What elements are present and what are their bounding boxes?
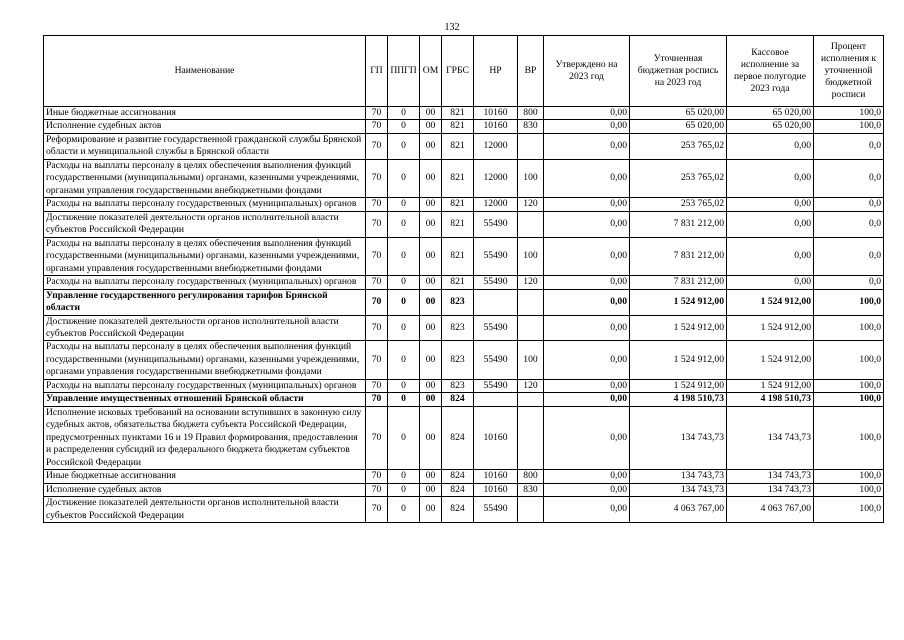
row-ppgp: 0 <box>388 483 420 496</box>
table-row <box>44 276 884 289</box>
row-nr: 55490 <box>474 315 518 341</box>
row-ppgp: 0 <box>388 341 420 379</box>
row-om: 00 <box>420 198 442 211</box>
table-row <box>44 470 884 483</box>
row-vr <box>518 289 544 315</box>
row-percent: 100,0 <box>814 341 884 379</box>
row-gp: 70 <box>366 211 388 237</box>
row-name: Иные бюджетные ассигнования <box>44 470 366 483</box>
header-gp: ГП <box>366 36 388 107</box>
row-nr: 12000 <box>474 198 518 211</box>
table-row <box>44 379 884 392</box>
row-om: 00 <box>420 159 442 197</box>
row-nr: 55490 <box>474 237 518 275</box>
row-vr: 120 <box>518 198 544 211</box>
row-gp: 70 <box>366 120 388 133</box>
header-refined: Уточненная бюджетная роспись на 2023 год <box>630 36 727 107</box>
row-gp: 70 <box>366 107 388 120</box>
row-name: Достижение показателей деятельности органов исполнительной власти субъектов Российской Федерации <box>44 497 366 523</box>
row-gp: 70 <box>366 276 388 289</box>
header-approved: Утверждено на 2023 год <box>544 36 630 107</box>
header-nr: НР <box>474 36 518 107</box>
header-ppgp: ППГП <box>388 36 420 107</box>
row-percent: 100,0 <box>814 497 884 523</box>
row-approved: 0,00 <box>544 341 630 379</box>
row-refined: 134 743,73 <box>630 406 727 469</box>
row-om: 00 <box>420 276 442 289</box>
row-refined: 134 743,73 <box>630 470 727 483</box>
row-nr: 55490 <box>474 497 518 523</box>
row-cash: 65 020,00 <box>727 120 814 133</box>
row-approved: 0,00 <box>544 107 630 120</box>
table-row <box>44 315 884 341</box>
row-name: Управление имущественных отношений Брянской области <box>44 393 366 406</box>
row-name: Управление государственного регулирования тарифов Брянской области <box>44 289 366 315</box>
row-percent: 0,0 <box>814 211 884 237</box>
row-grbs: 821 <box>442 120 474 133</box>
row-ppgp: 0 <box>388 107 420 120</box>
row-grbs: 824 <box>442 393 474 406</box>
row-grbs: 824 <box>442 470 474 483</box>
row-om: 00 <box>420 483 442 496</box>
row-om: 00 <box>420 107 442 120</box>
row-nr: 55490 <box>474 341 518 379</box>
row-grbs: 823 <box>442 379 474 392</box>
row-ppgp: 0 <box>388 393 420 406</box>
row-name: Исполнение судебных актов <box>44 120 366 133</box>
row-grbs: 821 <box>442 198 474 211</box>
row-percent: 0,0 <box>814 237 884 275</box>
row-gp: 70 <box>366 379 388 392</box>
row-ppgp: 0 <box>388 289 420 315</box>
row-percent: 0,0 <box>814 133 884 159</box>
row-gp: 70 <box>366 198 388 211</box>
row-grbs: 821 <box>442 237 474 275</box>
row-nr: 10160 <box>474 470 518 483</box>
row-vr: 100 <box>518 159 544 197</box>
row-ppgp: 0 <box>388 133 420 159</box>
table-row <box>44 107 884 120</box>
row-om: 00 <box>420 120 442 133</box>
row-cash: 1 524 912,00 <box>727 315 814 341</box>
row-grbs: 823 <box>442 315 474 341</box>
row-approved: 0,00 <box>544 406 630 469</box>
row-cash: 134 743,73 <box>727 406 814 469</box>
header-cash: Кассовое исполнение за первое полугодие 2023 года <box>727 36 814 107</box>
row-cash: 65 020,00 <box>727 107 814 120</box>
row-ppgp: 0 <box>388 237 420 275</box>
row-vr: 120 <box>518 276 544 289</box>
row-grbs: 821 <box>442 133 474 159</box>
row-nr: 10160 <box>474 483 518 496</box>
row-gp: 70 <box>366 483 388 496</box>
row-ppgp: 0 <box>388 379 420 392</box>
row-refined: 4 063 767,00 <box>630 497 727 523</box>
row-cash: 4 198 510,73 <box>727 393 814 406</box>
row-name: Достижение показателей деятельности органов исполнительной власти субъектов Российской Федерации <box>44 315 366 341</box>
row-nr <box>474 393 518 406</box>
row-refined: 1 524 912,00 <box>630 379 727 392</box>
row-cash: 0,00 <box>727 237 814 275</box>
header-name: Наименование <box>44 36 366 107</box>
table-row <box>44 198 884 211</box>
row-approved: 0,00 <box>544 133 630 159</box>
table-row <box>44 341 884 379</box>
row-grbs: 824 <box>442 483 474 496</box>
row-name: Расходы на выплаты персоналу государственных (муниципальных) органов <box>44 379 366 392</box>
row-om: 00 <box>420 379 442 392</box>
row-approved: 0,00 <box>544 120 630 133</box>
row-vr: 100 <box>518 341 544 379</box>
row-percent: 100,0 <box>814 483 884 496</box>
row-percent: 0,0 <box>814 198 884 211</box>
row-approved: 0,00 <box>544 379 630 392</box>
row-percent: 100,0 <box>814 379 884 392</box>
row-vr: 830 <box>518 483 544 496</box>
row-om: 00 <box>420 393 442 406</box>
row-percent: 0,0 <box>814 276 884 289</box>
row-name: Исполнение исковых требований на основании вступивших в законную силу судебных актов, обязательства бюджета субъекта Российской Федерации, предусмотренных пунктами 16 и 19 Правил формирования, предоставления и распределения субсидий из федерального бюджета бюджетам субъектов Российской Федерации <box>44 406 366 469</box>
row-approved: 0,00 <box>544 315 630 341</box>
table-row <box>44 393 884 406</box>
row-nr: 12000 <box>474 133 518 159</box>
row-om: 00 <box>420 133 442 159</box>
row-refined: 253 765,02 <box>630 198 727 211</box>
row-grbs: 824 <box>442 406 474 469</box>
row-ppgp: 0 <box>388 211 420 237</box>
row-ppgp: 0 <box>388 497 420 523</box>
row-approved: 0,00 <box>544 483 630 496</box>
row-refined: 7 831 212,00 <box>630 276 727 289</box>
row-refined: 134 743,73 <box>630 483 727 496</box>
row-cash: 1 524 912,00 <box>727 341 814 379</box>
row-vr: 830 <box>518 120 544 133</box>
row-name: Реформирование и развитие государственной гражданской службы Брянской области и муниципальной службы в Брянской области <box>44 133 366 159</box>
row-approved: 0,00 <box>544 211 630 237</box>
row-gp: 70 <box>366 315 388 341</box>
row-nr: 55490 <box>474 379 518 392</box>
table-row <box>44 237 884 275</box>
row-vr <box>518 315 544 341</box>
row-percent: 100,0 <box>814 107 884 120</box>
row-approved: 0,00 <box>544 159 630 197</box>
row-grbs: 821 <box>442 276 474 289</box>
row-name: Расходы на выплаты персоналу в целях обеспечения выполнения функций государственными (муниципальными) органами, казенными учреждениями, органами управления государственными внебюджетными фондами <box>44 341 366 379</box>
header-row <box>44 36 884 107</box>
row-om: 00 <box>420 211 442 237</box>
row-ppgp: 0 <box>388 276 420 289</box>
row-refined: 7 831 212,00 <box>630 211 727 237</box>
table-row <box>44 483 884 496</box>
row-ppgp: 0 <box>388 406 420 469</box>
row-grbs: 821 <box>442 211 474 237</box>
row-percent: 100,0 <box>814 315 884 341</box>
row-ppgp: 0 <box>388 120 420 133</box>
row-approved: 0,00 <box>544 276 630 289</box>
row-nr: 10160 <box>474 107 518 120</box>
row-om: 00 <box>420 406 442 469</box>
row-nr: 10160 <box>474 406 518 469</box>
row-vr: 120 <box>518 379 544 392</box>
table-row <box>44 211 884 237</box>
table-row <box>44 289 884 315</box>
row-name: Расходы на выплаты персоналу государственных (муниципальных) органов <box>44 198 366 211</box>
row-cash: 1 524 912,00 <box>727 379 814 392</box>
row-gp: 70 <box>366 497 388 523</box>
row-name: Иные бюджетные ассигнования <box>44 107 366 120</box>
row-grbs: 824 <box>442 497 474 523</box>
row-gp: 70 <box>366 341 388 379</box>
row-cash: 1 524 912,00 <box>727 289 814 315</box>
row-nr: 12000 <box>474 159 518 197</box>
row-refined: 65 020,00 <box>630 120 727 133</box>
row-cash: 4 063 767,00 <box>727 497 814 523</box>
row-om: 00 <box>420 341 442 379</box>
budget-table <box>43 35 884 523</box>
row-refined: 253 765,02 <box>630 159 727 197</box>
header-percent: Процент исполнения к уточненной бюджетной росписи <box>814 36 884 107</box>
row-refined: 253 765,02 <box>630 133 727 159</box>
row-ppgp: 0 <box>388 470 420 483</box>
table-row <box>44 497 884 523</box>
row-name: Расходы на выплаты персоналу государственных (муниципальных) органов <box>44 276 366 289</box>
row-percent: 100,0 <box>814 393 884 406</box>
row-grbs: 823 <box>442 289 474 315</box>
row-gp: 70 <box>366 289 388 315</box>
table-row <box>44 120 884 133</box>
row-ppgp: 0 <box>388 315 420 341</box>
header-vr: ВР <box>518 36 544 107</box>
row-percent: 100,0 <box>814 470 884 483</box>
row-om: 00 <box>420 237 442 275</box>
row-name: Исполнение судебных актов <box>44 483 366 496</box>
row-vr <box>518 211 544 237</box>
row-percent: 100,0 <box>814 120 884 133</box>
row-refined: 7 831 212,00 <box>630 237 727 275</box>
row-approved: 0,00 <box>544 470 630 483</box>
row-vr: 800 <box>518 470 544 483</box>
row-percent: 100,0 <box>814 406 884 469</box>
row-approved: 0,00 <box>544 289 630 315</box>
row-om: 00 <box>420 470 442 483</box>
row-refined: 1 524 912,00 <box>630 341 727 379</box>
row-grbs: 823 <box>442 341 474 379</box>
row-gp: 70 <box>366 406 388 469</box>
table-row <box>44 406 884 469</box>
row-percent: 100,0 <box>814 289 884 315</box>
row-nr <box>474 289 518 315</box>
header-om: ОМ <box>420 36 442 107</box>
row-nr: 55490 <box>474 276 518 289</box>
row-nr: 55490 <box>474 211 518 237</box>
row-refined: 65 020,00 <box>630 107 727 120</box>
row-grbs: 821 <box>442 107 474 120</box>
row-om: 00 <box>420 289 442 315</box>
row-cash: 0,00 <box>727 211 814 237</box>
row-name: Достижение показателей деятельности органов исполнительной власти субъектов Российской Федерации <box>44 211 366 237</box>
header-grbs: ГРБС <box>442 36 474 107</box>
row-refined: 1 524 912,00 <box>630 315 727 341</box>
row-gp: 70 <box>366 393 388 406</box>
row-cash: 0,00 <box>727 276 814 289</box>
row-name: Расходы на выплаты персоналу в целях обеспечения выполнения функций государственными (муниципальными) органами, казенными учреждениями, органами управления государственными внебюджетными фондами <box>44 237 366 275</box>
row-cash: 0,00 <box>727 133 814 159</box>
page-number: 132 <box>444 22 460 33</box>
table-row <box>44 159 884 197</box>
row-refined: 4 198 510,73 <box>630 393 727 406</box>
row-refined: 1 524 912,00 <box>630 289 727 315</box>
row-approved: 0,00 <box>544 497 630 523</box>
row-vr <box>518 406 544 469</box>
row-gp: 70 <box>366 159 388 197</box>
row-cash: 0,00 <box>727 159 814 197</box>
row-cash: 134 743,73 <box>727 470 814 483</box>
row-approved: 0,00 <box>544 393 630 406</box>
row-cash: 134 743,73 <box>727 483 814 496</box>
row-vr <box>518 133 544 159</box>
row-ppgp: 0 <box>388 198 420 211</box>
row-approved: 0,00 <box>544 198 630 211</box>
row-cash: 0,00 <box>727 198 814 211</box>
row-ppgp: 0 <box>388 159 420 197</box>
row-om: 00 <box>420 315 442 341</box>
row-grbs: 821 <box>442 159 474 197</box>
row-vr: 800 <box>518 107 544 120</box>
row-gp: 70 <box>366 237 388 275</box>
row-vr <box>518 497 544 523</box>
row-vr: 100 <box>518 237 544 275</box>
row-om: 00 <box>420 497 442 523</box>
row-vr <box>518 393 544 406</box>
row-gp: 70 <box>366 470 388 483</box>
row-name: Расходы на выплаты персоналу в целях обеспечения выполнения функций государственными (муниципальными) органами, казенными учреждениями, органами управления государственными внебюджетными фондами <box>44 159 366 197</box>
row-approved: 0,00 <box>544 237 630 275</box>
row-gp: 70 <box>366 133 388 159</box>
table-row <box>44 133 884 159</box>
row-nr: 10160 <box>474 120 518 133</box>
row-percent: 0,0 <box>814 159 884 197</box>
